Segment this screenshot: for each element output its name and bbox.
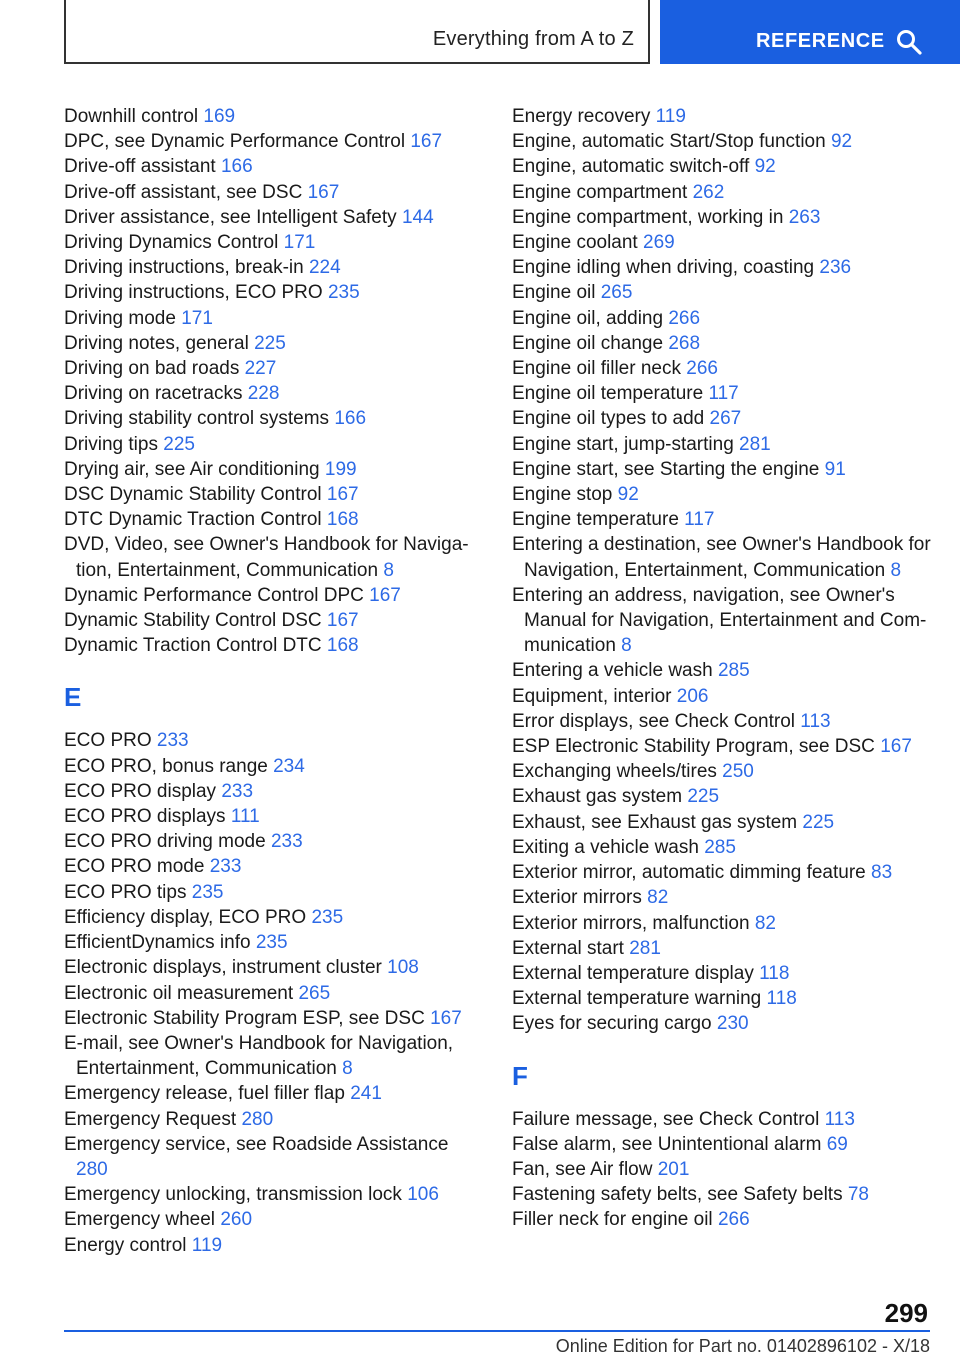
index-entry: [512, 759, 932, 784]
index-entry-text: False alarm, see Unintentional alarm: [512, 1133, 822, 1155]
index-entry-text: Entering a vehicle wash: [512, 660, 713, 682]
page-link[interactable]: 225: [802, 811, 835, 833]
index-entry-text: Energy control: [64, 1234, 187, 1256]
page-link[interactable]: 206: [676, 685, 709, 707]
index-entry: [64, 432, 484, 457]
page-link[interactable]: 227: [244, 358, 277, 380]
page-link[interactable]: 263: [788, 206, 821, 228]
page-link[interactable]: 82: [647, 887, 669, 909]
index-entry-text: External start: [512, 937, 624, 959]
index-entry-text: Drying air, see Air conditioning: [64, 458, 320, 480]
page-link[interactable]: 106: [407, 1184, 439, 1206]
index-entry-text: Exhaust, see Exhaust gas system: [512, 811, 798, 833]
index-entry: [512, 381, 932, 406]
index-entry-text: ECO PRO driving mode: [64, 831, 266, 853]
index-entry-text: Engine oil: [512, 282, 596, 304]
index-entry: [512, 1107, 932, 1132]
page-link[interactable]: 265: [600, 282, 633, 304]
index-entry: [512, 457, 932, 482]
index-entry-text: Efficiency display, ECO PRO: [64, 906, 307, 928]
index-entry: [512, 280, 932, 305]
page-link[interactable]: 118: [759, 962, 790, 984]
index-entry: [512, 104, 932, 129]
index-column-left: [64, 104, 484, 1258]
index-entry-text: Drive-off assistant, see DSC: [64, 181, 303, 203]
index-entry-text: Engine oil filler neck: [512, 358, 681, 380]
index-entry-text: Fastening safety belts, see Safety belts: [512, 1184, 843, 1206]
index-entry-text: Engine stop: [512, 484, 613, 506]
index-entry-text: Driving tips: [64, 433, 158, 455]
page-link[interactable]: 199: [324, 458, 357, 480]
index-letter-heading: E: [64, 682, 82, 713]
index-entry: [512, 835, 932, 860]
index-entry: [512, 860, 932, 885]
index-entry: [64, 754, 484, 779]
index-entry-text: Engine coolant: [512, 232, 638, 254]
index-entry: [64, 1182, 484, 1207]
index-entry: [512, 180, 932, 205]
index-entry-text: Dynamic Traction Control DTC: [64, 635, 322, 657]
index-entry-text: Energy recovery: [512, 106, 651, 127]
index-entry-text: Dynamic Performance Control DPC: [64, 584, 364, 606]
section-title-box: [64, 0, 650, 64]
index-entry: [64, 981, 484, 1006]
page-link[interactable]: 260: [220, 1209, 253, 1231]
index-entry: [512, 230, 932, 255]
index-entry-text: Driving instructions, ECO PRO: [64, 282, 323, 304]
page-link[interactable]: 269: [643, 232, 675, 254]
index-entry: [64, 482, 484, 507]
page-link[interactable]: 111: [230, 806, 260, 828]
page-link[interactable]: 117: [684, 509, 715, 531]
page-link[interactable]: 266: [668, 307, 701, 329]
index-entry-text: Driving stability control systems: [64, 408, 330, 430]
index-entry-text: External temperature display: [512, 962, 754, 984]
index-entry: [512, 507, 932, 532]
page-link[interactable]: 91: [824, 458, 846, 480]
index-entry-text: EfficientDynamics info: [64, 932, 251, 954]
index-entry-text: Exiting a vehicle wash: [512, 836, 699, 858]
index-entry-text: DPC, see Dynamic Performance Control: [64, 131, 406, 153]
index-entry: [64, 104, 484, 129]
page-link[interactable]: 167: [369, 584, 401, 606]
index-entry: [64, 728, 484, 753]
page-link[interactable]: 171: [181, 307, 213, 329]
index-entry: [64, 1081, 484, 1106]
section-title: Everything from A to Z: [432, 28, 634, 50]
index-entry-text: Electronic displays, instrument cluster: [64, 957, 382, 979]
index-entry: [64, 854, 484, 879]
index-entry-text: Engine, automatic switch-off: [512, 156, 750, 178]
index-column-right: [512, 104, 932, 1233]
index-entry: [512, 936, 932, 961]
index-entry-text: Dynamic Stability Control DSC: [64, 610, 322, 632]
index-entry-text: Emergency service, see Roadside Assistance: [64, 1133, 449, 1155]
page-link[interactable]: 267: [709, 408, 742, 430]
page-link[interactable]: 235: [191, 881, 224, 903]
index-entry: [512, 1207, 932, 1232]
index-entry-text: ESP Electronic Stability Program, see DSC: [512, 736, 875, 758]
page-link[interactable]: 262: [692, 181, 725, 203]
page-link[interactable]: 167: [880, 736, 912, 758]
index-entry: [64, 280, 484, 305]
index-entry: [512, 734, 932, 759]
index-entry: [64, 608, 484, 633]
index-entry: [64, 829, 484, 854]
page-link[interactable]: 233: [270, 831, 303, 853]
index-entry: [512, 331, 932, 356]
page-link[interactable]: 280: [241, 1108, 274, 1130]
page-link[interactable]: 281: [629, 937, 661, 959]
index-entry: [64, 583, 484, 608]
index-entry-text: Driving Dynamics Control: [64, 232, 279, 254]
index-entry-text: Fan, see Air flow: [512, 1158, 653, 1180]
index-entry: [512, 583, 932, 659]
index-entry: [64, 406, 484, 431]
index-entry: [512, 658, 932, 683]
page-link[interactable]: 118: [766, 988, 797, 1010]
index-entry: [512, 1157, 932, 1182]
page-link[interactable]: 235: [327, 282, 360, 304]
index-entry: [64, 306, 484, 331]
index-entry-text: ECO PRO displays: [64, 806, 226, 828]
index-entry-text: Eyes for securing cargo: [512, 1013, 712, 1035]
index-entry: [512, 129, 932, 154]
index-letter-heading: F: [512, 1060, 528, 1091]
index-entry-text: Exhaust gas system: [512, 786, 683, 808]
page-link[interactable]: 167: [326, 610, 359, 632]
index-entry-text: Drive-off assistant: [64, 156, 216, 178]
index-entry-text: Engine oil, adding: [512, 307, 664, 329]
index-entry: [64, 457, 484, 482]
index-entry: [64, 1132, 484, 1182]
page-link[interactable]: 280: [76, 1158, 108, 1180]
page-link[interactable]: 250: [722, 761, 754, 783]
page-link[interactable]: 225: [163, 433, 195, 455]
index-entry: [64, 905, 484, 930]
index-entry-text: Driving on bad roads: [64, 358, 240, 380]
page-link[interactable]: 92: [617, 484, 639, 506]
index-entry: [64, 633, 484, 658]
page-link[interactable]: 224: [308, 257, 341, 279]
index-entry: [512, 532, 932, 582]
page-link[interactable]: 235: [311, 906, 344, 928]
reference-tab-label: REFERENCE: [756, 30, 885, 52]
index-entry: [512, 205, 932, 230]
edition-note: Online Edition for Part no. 01402896102 - X/18: [555, 1336, 930, 1356]
index-entry-text: Exterior mirror, automatic dimming feature: [512, 862, 866, 884]
page-link[interactable]: 167: [326, 484, 359, 506]
page-link[interactable]: 166: [334, 408, 367, 430]
page-link[interactable]: 113: [800, 710, 831, 732]
index-entry-text: Entering a destination, see Owner's Handbook for Navigation, Entertainment, Communication: [512, 534, 931, 581]
index-entry-text: ECO PRO display: [64, 780, 217, 802]
index-entry-text: Engine, automatic Start/Stop function: [512, 131, 826, 153]
index-entry: [64, 356, 484, 381]
page-link[interactable]: 119: [655, 106, 686, 127]
page-link[interactable]: 8: [342, 1058, 353, 1080]
page-link[interactable]: 168: [326, 509, 359, 531]
index-entry: [64, 804, 484, 829]
index-entry: [512, 961, 932, 986]
index-entry: [512, 154, 932, 179]
page-link[interactable]: 201: [657, 1158, 690, 1180]
index-entry: [64, 180, 484, 205]
index-entry: [64, 779, 484, 804]
index-entry-text: Driver assistance, see Intelligent Safety: [64, 206, 397, 228]
page-link[interactable]: 69: [826, 1133, 848, 1155]
search-icon[interactable]: [896, 29, 922, 55]
index-entry-text: Driving on racetracks: [64, 383, 243, 405]
page-link[interactable]: 83: [871, 862, 893, 884]
index-entry: [512, 356, 932, 381]
index-entry-text: Emergency release, fuel filler flap: [64, 1083, 345, 1105]
page-link[interactable]: 266: [717, 1209, 750, 1231]
page-link[interactable]: 225: [687, 786, 720, 808]
index-entry: [512, 1132, 932, 1157]
index-entry-text: Engine oil temperature: [512, 383, 704, 405]
page-header: [0, 0, 960, 64]
index-entry-text: Engine compartment: [512, 181, 688, 203]
page-link[interactable]: 119: [191, 1234, 223, 1256]
index-entry: [512, 306, 932, 331]
index-entry: [64, 1233, 484, 1258]
index-entry-text: Engine compartment, working in: [512, 206, 784, 228]
index-entry-text: ECO PRO mode: [64, 856, 205, 878]
index-entry: [512, 406, 932, 431]
page-link[interactable]: 234: [273, 755, 305, 777]
index-entry-text: DVD, Video, see Owner's Handbook for Navigation, Entertainment, Communication: [64, 534, 469, 581]
index-entry: [512, 1011, 932, 1036]
index-entry-text: Entering an address, navigation, see Owner's Manual for Navigation, Entertainment and Communication: [512, 584, 927, 657]
index-entry: [512, 684, 932, 709]
index-entry-text: Engine oil change: [512, 332, 664, 354]
index-entry-text: External temperature warning: [512, 988, 762, 1010]
index-entry: [64, 230, 484, 255]
page-link[interactable]: 225: [254, 332, 286, 354]
page-link[interactable]: 285: [717, 660, 750, 682]
page-link[interactable]: 113: [824, 1108, 855, 1130]
index-entry: [512, 1182, 932, 1207]
index-entry: [512, 885, 932, 910]
page-link[interactable]: 281: [739, 433, 771, 455]
page-link[interactable]: 268: [668, 332, 701, 354]
index-entry-text: Emergency wheel: [64, 1209, 216, 1231]
index-entry: [64, 1107, 484, 1132]
index-entry: [64, 507, 484, 532]
index-entry: [64, 205, 484, 230]
page-link[interactable]: 92: [754, 156, 776, 178]
index-entry: [64, 1006, 484, 1031]
index-entry: [64, 255, 484, 280]
page-link[interactable]: 166: [220, 156, 253, 178]
page-link[interactable]: 8: [890, 559, 902, 581]
page-link[interactable]: 8: [383, 559, 394, 581]
index-entry: [512, 986, 932, 1011]
page-link[interactable]: 144: [401, 206, 434, 228]
index-entry-text: Emergency Request: [64, 1108, 237, 1130]
index-entry-text: Engine start, see Starting the engine: [512, 458, 820, 480]
index-entry-text: Downhill control: [64, 106, 199, 127]
index-entry-text: Equipment, interior: [512, 685, 672, 707]
index-entry-text: Engine oil types to add: [512, 408, 705, 430]
page-link[interactable]: 285: [704, 836, 736, 858]
page-link[interactable]: 171: [283, 232, 316, 254]
page-link[interactable]: 233: [209, 856, 242, 878]
index-entry-text: Driving mode: [64, 307, 176, 329]
index-entry-text: DTC Dynamic Traction Control: [64, 509, 322, 531]
index-entry-text: Electronic Stability Program ESP, see DSC: [64, 1007, 425, 1029]
page-link[interactable]: 266: [686, 358, 718, 380]
index-entry: [512, 255, 932, 280]
page-link[interactable]: 92: [830, 131, 853, 153]
page-link[interactable]: 236: [819, 257, 852, 279]
index-entry: [512, 810, 932, 835]
index-entry-text: DSC Dynamic Stability Control: [64, 484, 322, 506]
index-entry: [512, 911, 932, 936]
page-link[interactable]: 82: [754, 912, 776, 934]
index-entry: [64, 532, 484, 582]
index-entry: [64, 129, 484, 154]
page-link[interactable]: 117: [708, 383, 739, 405]
page-link[interactable]: 233: [156, 730, 189, 752]
page-number: 299: [884, 1298, 928, 1328]
page-link[interactable]: 241: [350, 1083, 382, 1105]
page-link[interactable]: 108: [387, 957, 419, 979]
page-link[interactable]: 169: [203, 106, 236, 127]
page-link[interactable]: 78: [847, 1184, 869, 1206]
index-entry: [512, 784, 932, 809]
index-entry: [64, 955, 484, 980]
index-entry-text: Emergency unlocking, transmission lock: [64, 1184, 402, 1206]
index-entry-text: ECO PRO, bonus range: [64, 755, 268, 777]
index-entry-text: Exterior mirrors: [512, 887, 642, 909]
index-entry: [64, 154, 484, 179]
index-entry-text: Exterior mirrors, malfunction: [512, 912, 750, 934]
index-entry-text: Electronic oil measurement: [64, 982, 294, 1004]
index-entry: [64, 1031, 484, 1081]
page-link[interactable]: 167: [307, 181, 340, 203]
index-entry-text: Exchanging wheels/tires: [512, 761, 717, 783]
page-link[interactable]: 8: [621, 635, 632, 657]
index-entry-text: Engine start, jump-starting: [512, 433, 734, 455]
index-entry: [64, 1207, 484, 1232]
index-entry-text: Error displays, see Check Control: [512, 710, 795, 732]
index-entry-text: Filler neck for engine oil: [512, 1209, 713, 1231]
index-entry-text: Driving notes, general: [64, 332, 249, 354]
index-entry-text: ECO PRO tips: [64, 881, 187, 903]
footer-divider: [64, 1330, 930, 1332]
index-entry-text: ECO PRO: [64, 730, 152, 752]
index-entry: [512, 432, 932, 457]
page-link[interactable]: 167: [430, 1007, 462, 1029]
index-entry-text: Failure message, see Check Control: [512, 1108, 820, 1130]
index-entry-text: Engine idling when driving, coasting: [512, 257, 815, 279]
index-entry: [64, 331, 484, 356]
page-link[interactable]: 168: [326, 635, 359, 657]
index-entry: [64, 930, 484, 955]
page-link[interactable]: 233: [221, 780, 254, 802]
page-link[interactable]: 235: [255, 932, 288, 954]
reference-tab[interactable]: [660, 0, 960, 64]
page-link[interactable]: 230: [716, 1013, 749, 1035]
index-entry: [512, 709, 932, 734]
index-entry: [512, 482, 932, 507]
index-entry-text: Driving instructions, break-in: [64, 257, 304, 279]
index-entry: [64, 381, 484, 406]
index-entry-text: Engine temperature: [512, 509, 679, 531]
page-link[interactable]: 265: [298, 982, 331, 1004]
index-entry: [64, 880, 484, 905]
page-link[interactable]: 167: [410, 131, 443, 153]
page-link[interactable]: 228: [247, 383, 280, 405]
index-entry-text: E-mail, see Owner's Handbook for Navigation, Entertainment, Communication: [64, 1032, 454, 1080]
